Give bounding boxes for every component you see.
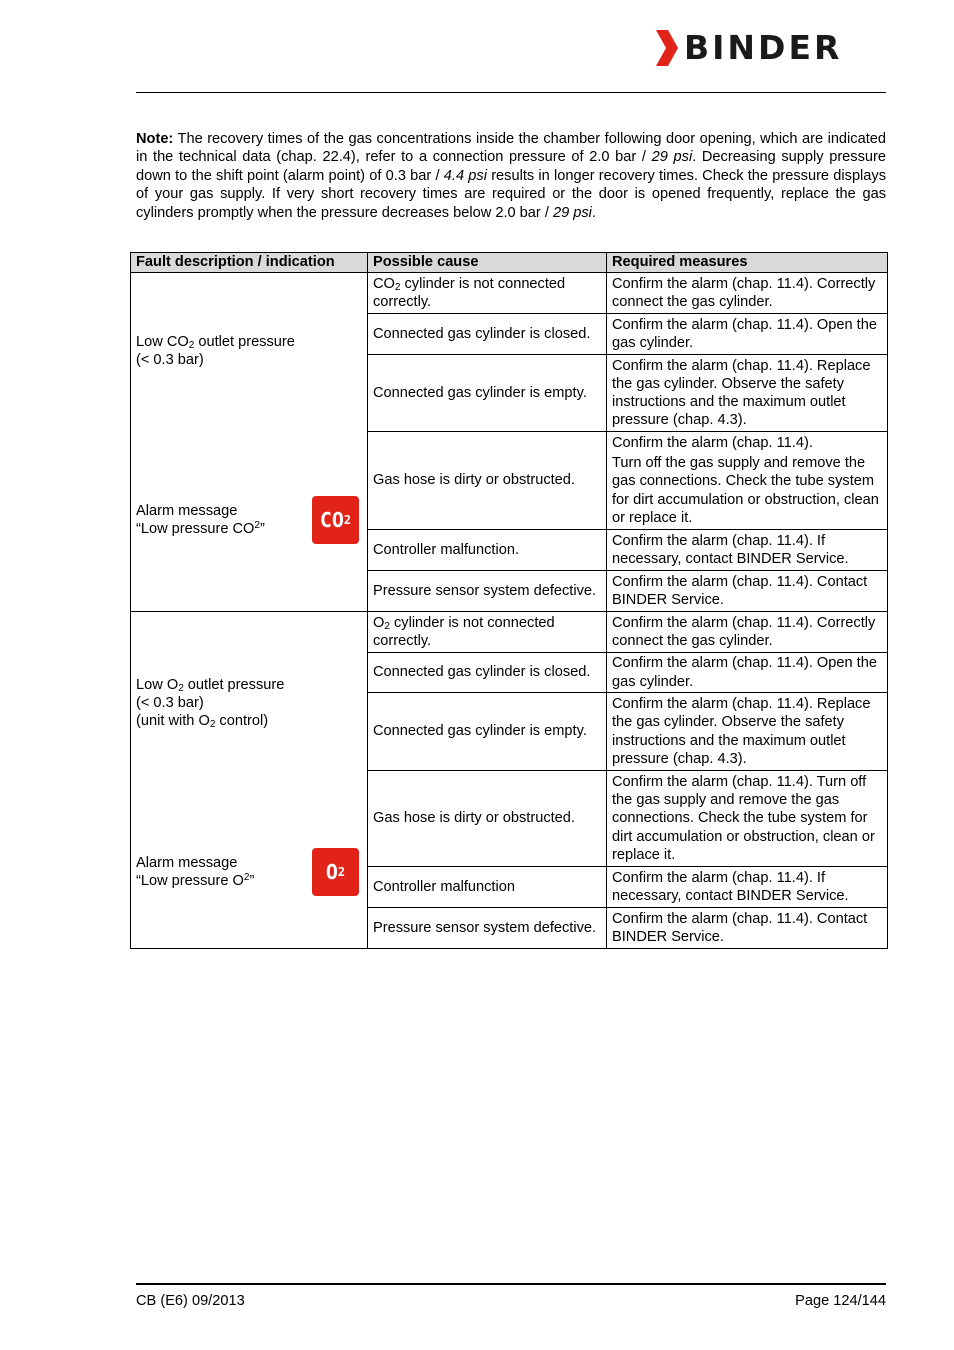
- badge-subscript: 2: [337, 864, 346, 879]
- text: “Low pressure O: [136, 873, 244, 890]
- logo-text: BINDER: [684, 28, 843, 67]
- cause-cell: Connected gas cylinder is closed.: [368, 653, 607, 693]
- text: ”: [249, 873, 255, 890]
- fault-o2-cell: [131, 612, 368, 949]
- text: control): [215, 713, 269, 730]
- text: Low CO: [136, 334, 189, 350]
- text: (unit with O: [136, 713, 210, 730]
- subscript: 2: [178, 683, 184, 694]
- o2-alarm-icon: [312, 848, 359, 896]
- note-text: results in longer recovery times. Check the pressure displays of your gas supply. If very short recovery times are required or the door is opened frequently, replace the gas cylinders promptly when the pressure decreases below 2.0 bar /: [136, 167, 887, 221]
- note-italic: 29 psi: [552, 204, 592, 221]
- text: outlet pressure: [194, 334, 295, 350]
- header-fault: Fault description / indication: [131, 253, 368, 273]
- cause-cell: Connected gas cylinder is closed.: [368, 314, 607, 355]
- measure-cell: Confirm the alarm (chap. 11.4). Correctly connect the gas cylinder.: [607, 612, 888, 653]
- text: Alarm message: [136, 503, 238, 519]
- co2-alarm-icon: [312, 496, 359, 544]
- measure-cell: Confirm the alarm (chap. 11.4). Open the gas cylinder.: [607, 653, 888, 693]
- cause-cell: Pressure sensor system defective.: [368, 908, 607, 949]
- note-italic: 4.4 psi: [443, 167, 487, 184]
- table-row: [131, 273, 888, 314]
- cause-cell: Controller malfunction.: [368, 530, 607, 571]
- note-text: . Decreasing supply pressure down to the shift point (alarm point) of 0.3 bar /: [136, 149, 886, 184]
- text: Confirm the alarm (chap. 11.4).: [612, 434, 813, 451]
- measure-cell: Confirm the alarm (chap. 11.4). Contact BINDER Service.: [607, 908, 888, 949]
- measure-cell: [607, 432, 888, 530]
- header-cause: Possible cause: [368, 253, 607, 273]
- footer-doc-id: CB (E6) 09/2013: [136, 1293, 245, 1309]
- text: Turn off the gas supply and remove the gas connections. Check the tube system for dirt accumulation or obstruction, clean or replace it.: [612, 455, 879, 526]
- footer-page-number: Page 124/144: [795, 1293, 886, 1309]
- superscript: 2: [254, 520, 260, 532]
- text: (< 0.3 bar): [136, 352, 204, 369]
- measure-cell: Confirm the alarm (chap. 11.4). Replace the gas cylinder. Observe the safety instructions and the maximum outlet pressure (chap. 4.3).: [607, 355, 888, 432]
- measure-cell: Confirm the alarm (chap. 11.4). Replace the gas cylinder. Observe the safety instructions and the maximum outlet pressure (chap. 4.3).: [607, 693, 888, 771]
- note-text: The recovery times of the gas concentrations inside the chamber following door opening, which are indicated in the technical data (chap. 22.4), refer to a connection pressure of 2.0 bar /: [136, 131, 886, 166]
- footer-rule: [136, 1283, 886, 1285]
- measure-cell: Confirm the alarm (chap. 11.4). Open the gas cylinder.: [607, 314, 888, 355]
- measure-cell: Confirm the alarm (chap. 11.4). If necessary, contact BINDER Service.: [607, 867, 888, 908]
- cause-cell: Gas hose is dirty or obstructed.: [368, 771, 607, 867]
- note-italic: 29 psi: [651, 149, 693, 166]
- table-header-row: [131, 253, 888, 273]
- text: outlet pressure: [183, 677, 285, 693]
- text: cylinder is not connected correctly.: [373, 275, 566, 310]
- table-row: [131, 612, 888, 653]
- measure-cell: Confirm the alarm (chap. 11.4). Contact BINDER Service.: [607, 571, 888, 612]
- fault-co2-cell: [131, 273, 368, 612]
- subscript: 2: [209, 719, 216, 731]
- cause-cell: Connected gas cylinder is empty.: [368, 355, 607, 432]
- text: Low O: [136, 677, 179, 693]
- measure-cell: Confirm the alarm (chap. 11.4). Turn off the gas supply and remove the gas connections. Check the tube system for dirt accumulation or obstruction, clean or replace it.: [607, 771, 888, 867]
- fault-table: [130, 252, 888, 949]
- note-text: .: [591, 204, 596, 221]
- binder-logo: [654, 30, 842, 66]
- fault-co2-description: [136, 333, 295, 369]
- text: (< 0.3 bar): [136, 695, 204, 712]
- text: “Low pressure CO: [136, 521, 255, 538]
- alarm-co2-message: [136, 502, 265, 538]
- subscript: 2: [188, 340, 195, 351]
- cause-cell: Pressure sensor system defective.: [368, 571, 607, 612]
- cause-cell: Controller malfunction: [368, 867, 607, 908]
- badge-text: CO: [319, 507, 344, 532]
- text: CO: [373, 275, 395, 292]
- cause-cell: [368, 273, 607, 314]
- badge-subscript: 2: [343, 512, 352, 527]
- text: cylinder is not connected correctly.: [373, 614, 555, 649]
- measure-cell: Confirm the alarm (chap. 11.4). Correctly connect the gas cylinder.: [607, 273, 888, 314]
- note-paragraph: [136, 130, 886, 222]
- note-label: Note:: [136, 131, 174, 147]
- header-measures: Required measures: [607, 253, 888, 273]
- alarm-o2-message: [136, 854, 254, 890]
- cause-cell: Connected gas cylinder is empty.: [368, 693, 607, 771]
- text: ”: [259, 521, 265, 538]
- subscript: 2: [394, 281, 401, 293]
- badge-text: O: [325, 859, 338, 884]
- header-rule: [136, 92, 886, 93]
- cause-cell: Gas hose is dirty or obstructed.: [368, 432, 607, 530]
- superscript: 2: [243, 872, 250, 884]
- cause-cell: [368, 612, 607, 653]
- subscript: 2: [384, 620, 390, 632]
- fault-o2-description: [136, 676, 284, 731]
- text: O: [373, 614, 385, 631]
- measure-cell: Confirm the alarm (chap. 11.4). If necessary, contact BINDER Service.: [607, 530, 888, 571]
- text: Alarm message: [136, 855, 238, 871]
- binder-chevron-icon: [654, 30, 678, 66]
